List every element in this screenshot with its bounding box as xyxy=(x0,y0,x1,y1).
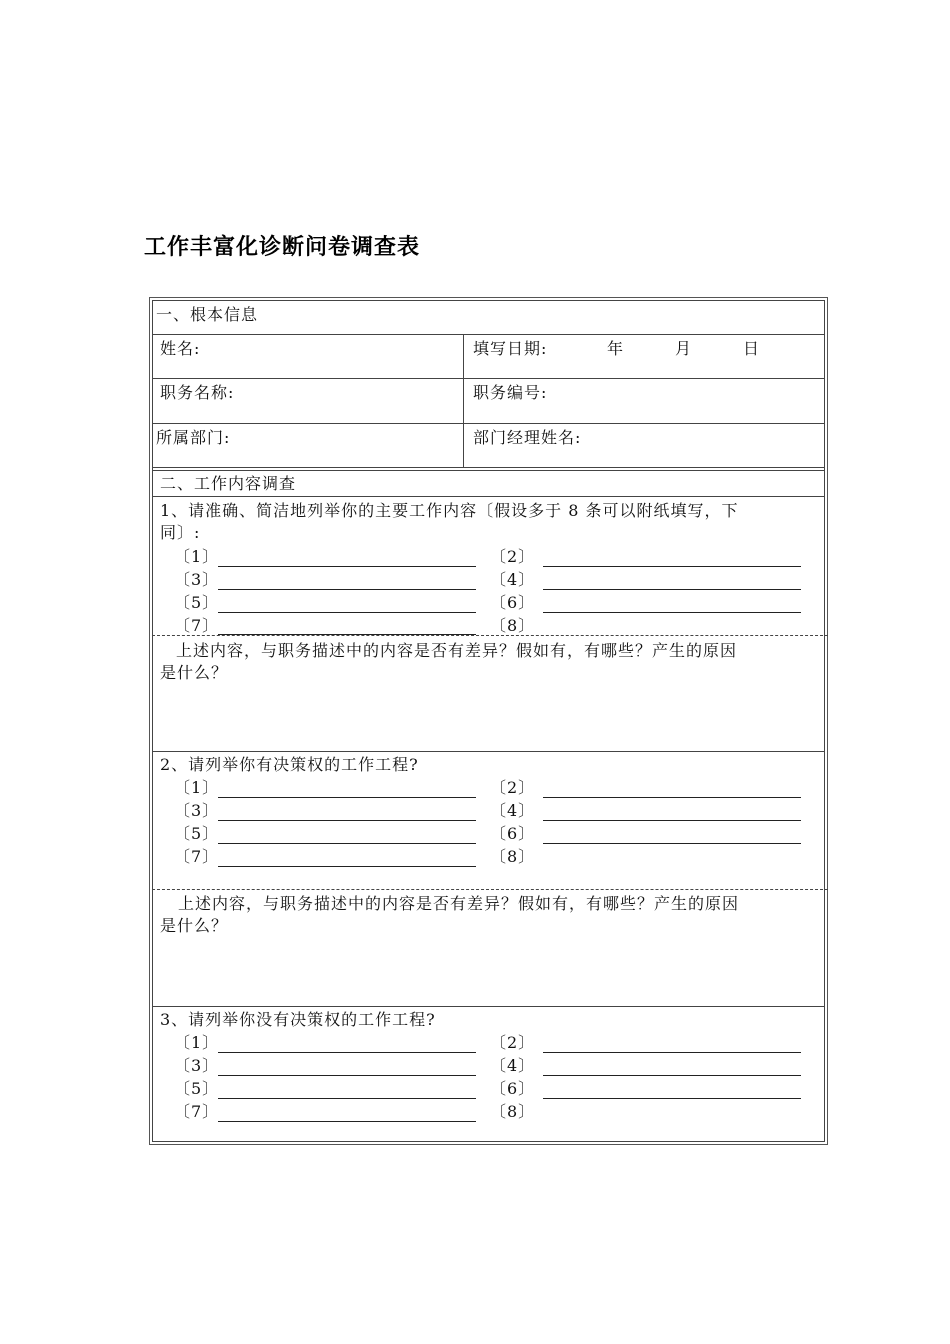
q2-item-label: 〔8〕 xyxy=(490,847,536,866)
q1-followup-line2: 是什么？ xyxy=(160,663,229,682)
row-divider xyxy=(152,496,825,497)
q1-item-label: 〔3〕 xyxy=(174,570,220,589)
q3-item-label: 〔1〕 xyxy=(174,1033,220,1052)
q1-item-label: 〔2〕 xyxy=(490,547,536,566)
q3-answer-line-7[interactable] xyxy=(218,1121,476,1122)
q1-item-label: 〔5〕 xyxy=(174,593,220,612)
dashed-divider xyxy=(152,635,828,636)
q2-answer-line-6[interactable] xyxy=(543,843,801,844)
name-label: 姓名: xyxy=(160,339,201,358)
row-divider xyxy=(152,751,825,752)
q1-item-label: 〔4〕 xyxy=(490,570,536,589)
q1-answer-line-6[interactable] xyxy=(543,612,801,613)
q3-answer-line-1[interactable] xyxy=(218,1052,476,1053)
column-divider xyxy=(463,334,464,467)
q2-item-label: 〔6〕 xyxy=(490,824,536,843)
manager-label: 部门经理姓名: xyxy=(473,428,582,447)
row-divider xyxy=(152,378,825,379)
q2-followup-line1: 上述内容，与职务描述中的内容是否有差异？假如有，有哪些？产生的原因 xyxy=(178,894,740,913)
q3-item-label: 〔3〕 xyxy=(174,1056,220,1075)
q2-item-label: 〔2〕 xyxy=(490,778,536,797)
q3-item-label: 〔6〕 xyxy=(490,1079,536,1098)
q3-item-label: 〔7〕 xyxy=(174,1102,220,1121)
row-divider xyxy=(152,334,825,335)
row-divider xyxy=(152,423,825,424)
year-label: 年 xyxy=(607,339,625,358)
row-divider xyxy=(152,467,825,468)
q1-item-label: 〔6〕 xyxy=(490,593,536,612)
job-title-label: 职务名称: xyxy=(160,383,235,402)
q2-followup-line2: 是什么？ xyxy=(160,916,229,935)
q1-question-line1: 1、请准确、简洁地列举你的主要工作内容〔假设多于 8 条可以附纸填写，下 xyxy=(160,501,739,520)
job-number-label: 职务编号: xyxy=(473,383,548,402)
q1-answer-line-1[interactable] xyxy=(218,566,476,567)
q3-answer-line-6[interactable] xyxy=(543,1098,801,1099)
q2-item-label: 〔5〕 xyxy=(174,824,220,843)
section2-heading: 二、工作内容调查 xyxy=(160,474,297,493)
q2-answer-line-5[interactable] xyxy=(218,843,476,844)
q1-followup-line1: 上述内容，与职务描述中的内容是否有差异？假如有，有哪些？产生的原因 xyxy=(176,641,738,660)
q1-answer-line-2[interactable] xyxy=(543,566,801,567)
q1-answer-line-3[interactable] xyxy=(218,589,476,590)
q3-item-label: 〔8〕 xyxy=(490,1102,536,1121)
q3-answer-line-5[interactable] xyxy=(218,1098,476,1099)
q2-answer-line-7[interactable] xyxy=(218,866,476,867)
q2-item-label: 〔7〕 xyxy=(174,847,220,866)
q3-answer-line-4[interactable] xyxy=(543,1075,801,1076)
q3-question: 3、请列举你没有决策权的工作工程? xyxy=(160,1010,436,1029)
q2-item-label: 〔1〕 xyxy=(174,778,220,797)
q3-item-label: 〔2〕 xyxy=(490,1033,536,1052)
q2-answer-line-3[interactable] xyxy=(218,820,476,821)
row-divider xyxy=(152,1006,825,1007)
q3-item-label: 〔5〕 xyxy=(174,1079,220,1098)
q1-question-line2: 同〕: xyxy=(160,523,201,542)
day-label: 日 xyxy=(743,339,761,358)
row-divider xyxy=(152,470,825,471)
q1-answer-line-5[interactable] xyxy=(218,612,476,613)
month-label: 月 xyxy=(675,339,693,358)
q1-answer-line-4[interactable] xyxy=(543,589,801,590)
q1-item-label: 〔1〕 xyxy=(174,547,220,566)
q1-item-label: 〔8〕 xyxy=(490,616,536,635)
q2-question: 2、请列举你有决策权的工作工程? xyxy=(160,755,419,774)
q3-item-label: 〔4〕 xyxy=(490,1056,536,1075)
department-label: 所属部门: xyxy=(156,428,231,447)
page-title: 工作丰富化诊断问卷调查表 xyxy=(144,235,421,260)
q2-answer-line-2[interactable] xyxy=(543,797,801,798)
q3-answer-line-2[interactable] xyxy=(543,1052,801,1053)
q3-answer-line-3[interactable] xyxy=(218,1075,476,1076)
section1-heading: 一、根本信息 xyxy=(156,305,259,324)
date-label: 填写日期: xyxy=(473,339,548,358)
q2-item-label: 〔3〕 xyxy=(174,801,220,820)
q2-answer-line-1[interactable] xyxy=(218,797,476,798)
q2-item-label: 〔4〕 xyxy=(490,801,536,820)
q1-item-label: 〔7〕 xyxy=(174,616,220,635)
q2-answer-line-4[interactable] xyxy=(543,820,801,821)
dashed-divider xyxy=(152,889,828,890)
